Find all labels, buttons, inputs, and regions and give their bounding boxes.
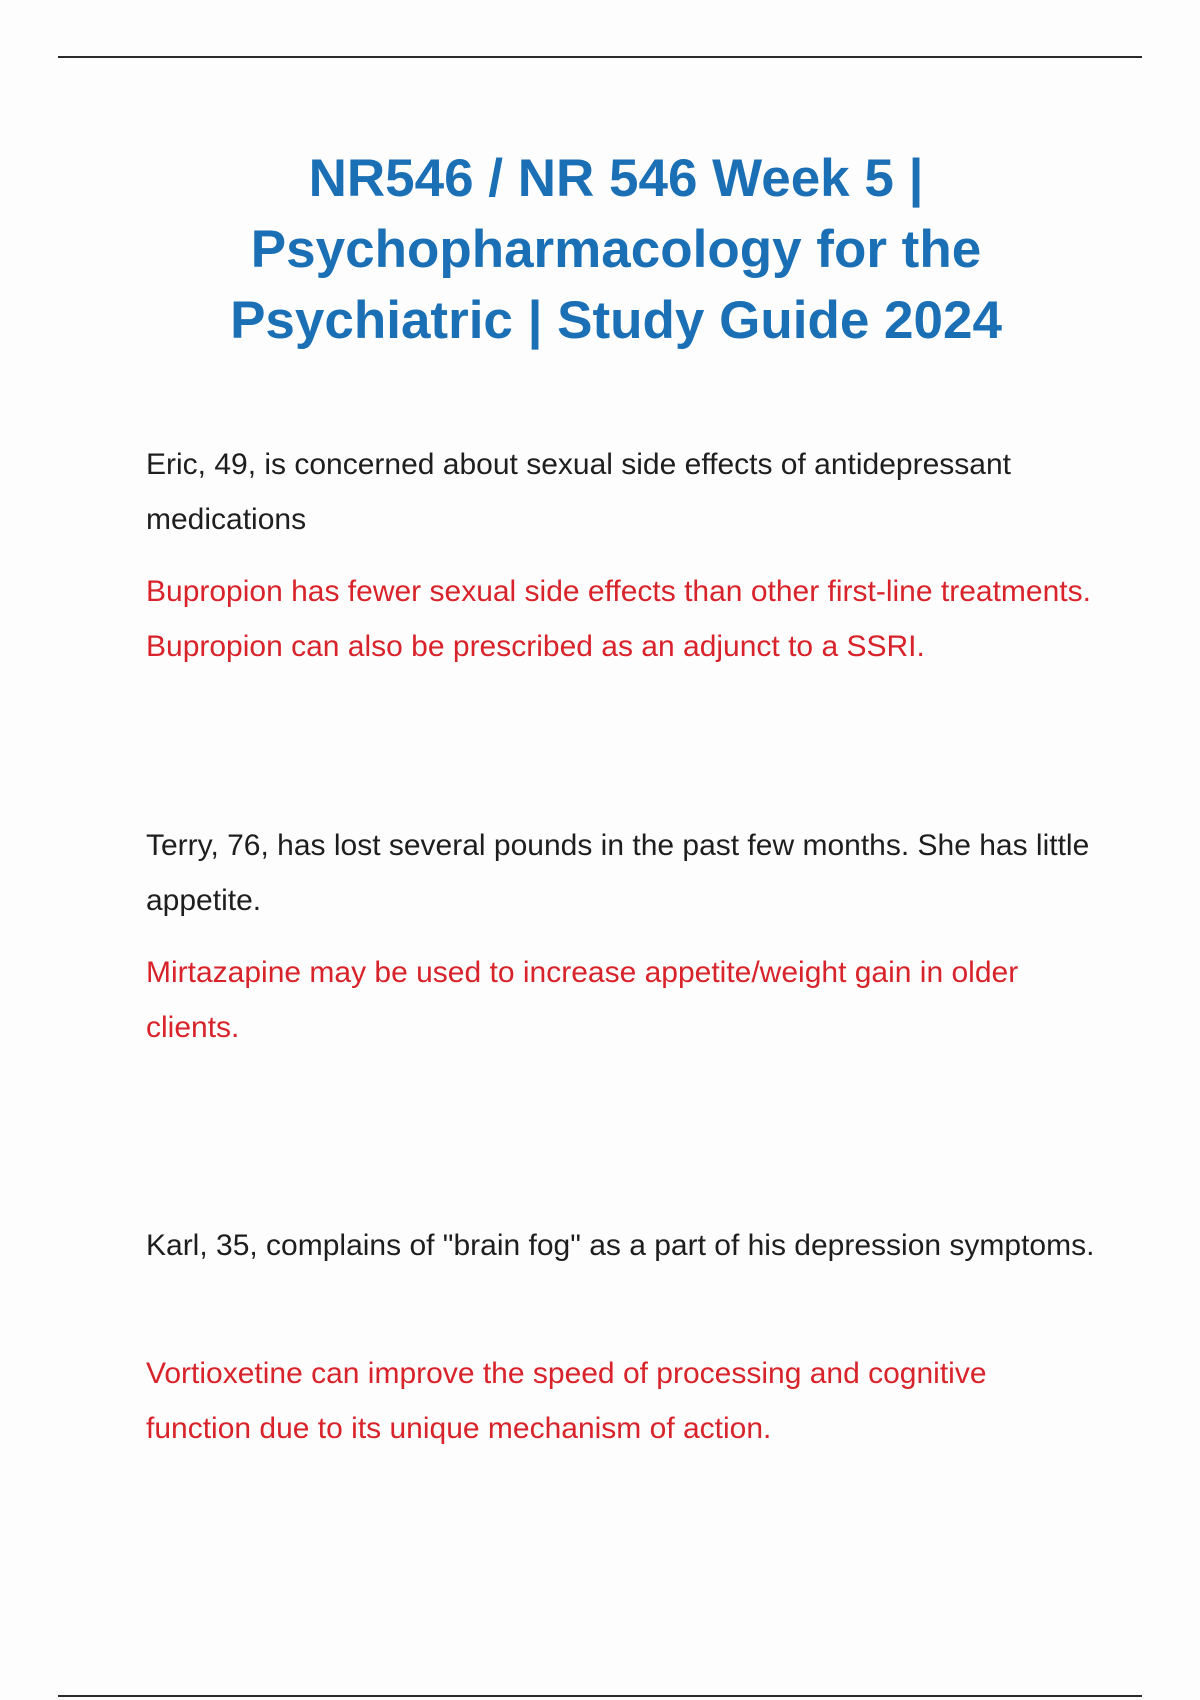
question-2: Terry, 76, has lost several pounds in the past few months. She has little appetite. — [146, 829, 1090, 917]
answer-3: Vortioxetine can improve the speed of processing and cognitive function due to its unique mechanism of action. — [146, 1357, 987, 1445]
top-divider — [58, 56, 1142, 58]
question-3: Karl, 35, complains of "brain fog" as a part of his depression symptoms. — [146, 1229, 1095, 1262]
answer-2: Mirtazapine may be used to increase appetite/weight gain in older clients. — [146, 956, 1019, 1044]
bottom-divider — [58, 1695, 1142, 1697]
question-1: Eric, 49, is concerned about sexual side effects of antidepressant medications — [146, 448, 1011, 536]
answer-1: Bupropion has fewer sexual side effects than other first-line treatments. Bupropion can also be prescribed as an adjunct to a SSRI. — [146, 575, 1091, 663]
document-title: NR546 / NR 546 Week 5 | Psychopharmacology for the Psychiatric | Study Guide 2024 — [230, 149, 1002, 350]
